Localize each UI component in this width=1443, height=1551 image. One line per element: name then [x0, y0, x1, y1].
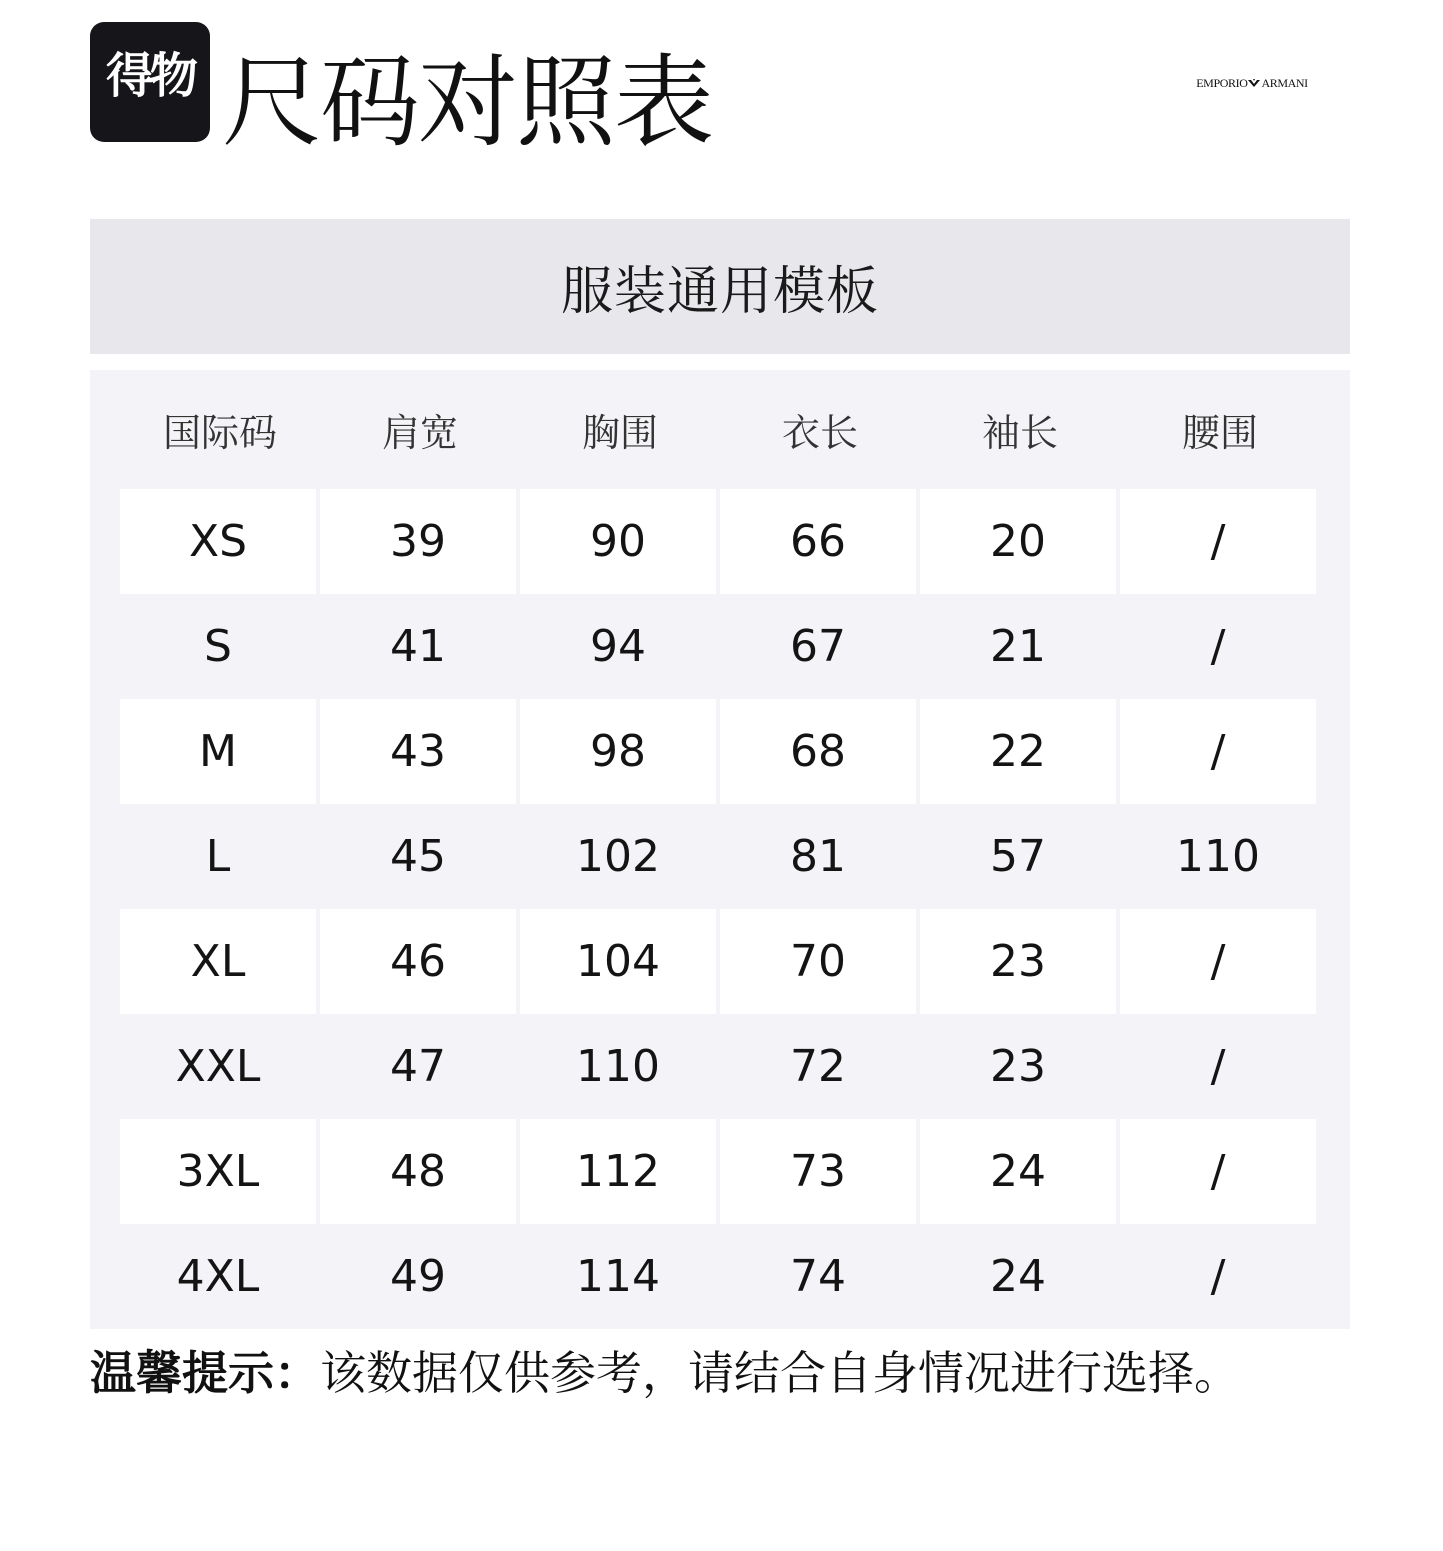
column-header-sleeve: 袖长 — [981, 410, 1058, 455]
table-cell: M — [120, 699, 316, 804]
column-header-waist: 腰围 — [1181, 410, 1258, 455]
table-cell: 41 — [390, 621, 446, 672]
table-row — [120, 594, 1320, 699]
size-table — [90, 370, 1350, 1329]
table-cell: 110 — [576, 1041, 660, 1092]
table-cell: 20 — [920, 489, 1116, 594]
table-cell: 90 — [520, 489, 716, 594]
table-cell: 49 — [390, 1251, 446, 1302]
table-cell: 104 — [520, 909, 716, 1014]
column-header-size: 国际码 — [162, 410, 277, 455]
table-cell: XL — [120, 909, 316, 1014]
table-cell: 68 — [720, 699, 916, 804]
table-cell: S — [204, 621, 232, 672]
logo-text: 得物 — [105, 48, 194, 104]
table-cell: / — [1210, 1251, 1226, 1302]
table-cell: 4XL — [176, 1251, 260, 1302]
table-cell: 21 — [990, 621, 1046, 672]
table-cell: 23 — [920, 909, 1116, 1014]
template-title: 服装通用模板 — [560, 262, 879, 322]
table-cell: 94 — [590, 621, 646, 672]
table-row — [120, 804, 1320, 909]
tip-label: 温馨提示： — [90, 1346, 320, 1400]
table-row — [120, 1119, 1320, 1224]
table-cell: 22 — [920, 699, 1116, 804]
column-header-length: 衣长 — [781, 410, 858, 455]
brand-name-right: ARMANI — [1261, 76, 1308, 90]
table-cell: 24 — [920, 1119, 1116, 1224]
brand-logo — [1193, 74, 1311, 92]
table-cell: 57 — [990, 831, 1046, 882]
table-cell: 81 — [790, 831, 846, 882]
template-banner — [90, 219, 1350, 354]
table-row — [120, 909, 1320, 1014]
dewu-logo — [90, 22, 210, 142]
table-cell: / — [1210, 621, 1226, 672]
table-cell: 67 — [790, 621, 846, 672]
table-cell: 23 — [990, 1041, 1046, 1092]
table-cell: L — [205, 831, 231, 882]
eagle-icon — [1248, 79, 1260, 88]
table-cell: 73 — [720, 1119, 916, 1224]
table-cell: / — [1210, 1041, 1226, 1092]
tip-text: 该数据仅供参考，请结合自身情况进行选择。 — [320, 1346, 1240, 1400]
table-cell: 102 — [576, 831, 660, 882]
table-cell: 45 — [390, 831, 446, 882]
table-cell: 70 — [720, 909, 916, 1014]
tip-note — [90, 1346, 1350, 1401]
table-cell: 114 — [576, 1251, 660, 1302]
column-header-chest: 胸围 — [581, 410, 658, 455]
table-cell: 3XL — [120, 1119, 316, 1224]
table-cell: / — [1120, 1119, 1316, 1224]
table-body — [120, 489, 1320, 1329]
table-row — [120, 489, 1320, 594]
table-cell: 24 — [990, 1251, 1046, 1302]
table-cell: XXL — [175, 1041, 261, 1092]
table-cell: / — [1120, 909, 1316, 1014]
column-header-shoulder: 肩宽 — [381, 410, 458, 455]
table-cell: 43 — [320, 699, 516, 804]
table-cell: 98 — [520, 699, 716, 804]
table-row — [120, 1224, 1320, 1329]
table-cell: 48 — [320, 1119, 516, 1224]
table-cell: 110 — [1176, 831, 1260, 882]
table-cell: 66 — [720, 489, 916, 594]
table-cell: 74 — [790, 1251, 846, 1302]
table-row — [120, 699, 1320, 804]
table-cell: 47 — [390, 1041, 446, 1092]
brand-name-left: EMPORIO — [1196, 76, 1248, 90]
table-cell: / — [1120, 699, 1316, 804]
table-cell: 112 — [520, 1119, 716, 1224]
page-title: 尺码对照表 — [222, 44, 712, 161]
table-cell: 46 — [320, 909, 516, 1014]
table-cell: 72 — [790, 1041, 846, 1092]
table-cell: / — [1120, 489, 1316, 594]
table-row — [120, 1014, 1320, 1119]
table-cell: 39 — [320, 489, 516, 594]
table-cell: XS — [120, 489, 316, 594]
table-header-row — [120, 370, 1320, 488]
